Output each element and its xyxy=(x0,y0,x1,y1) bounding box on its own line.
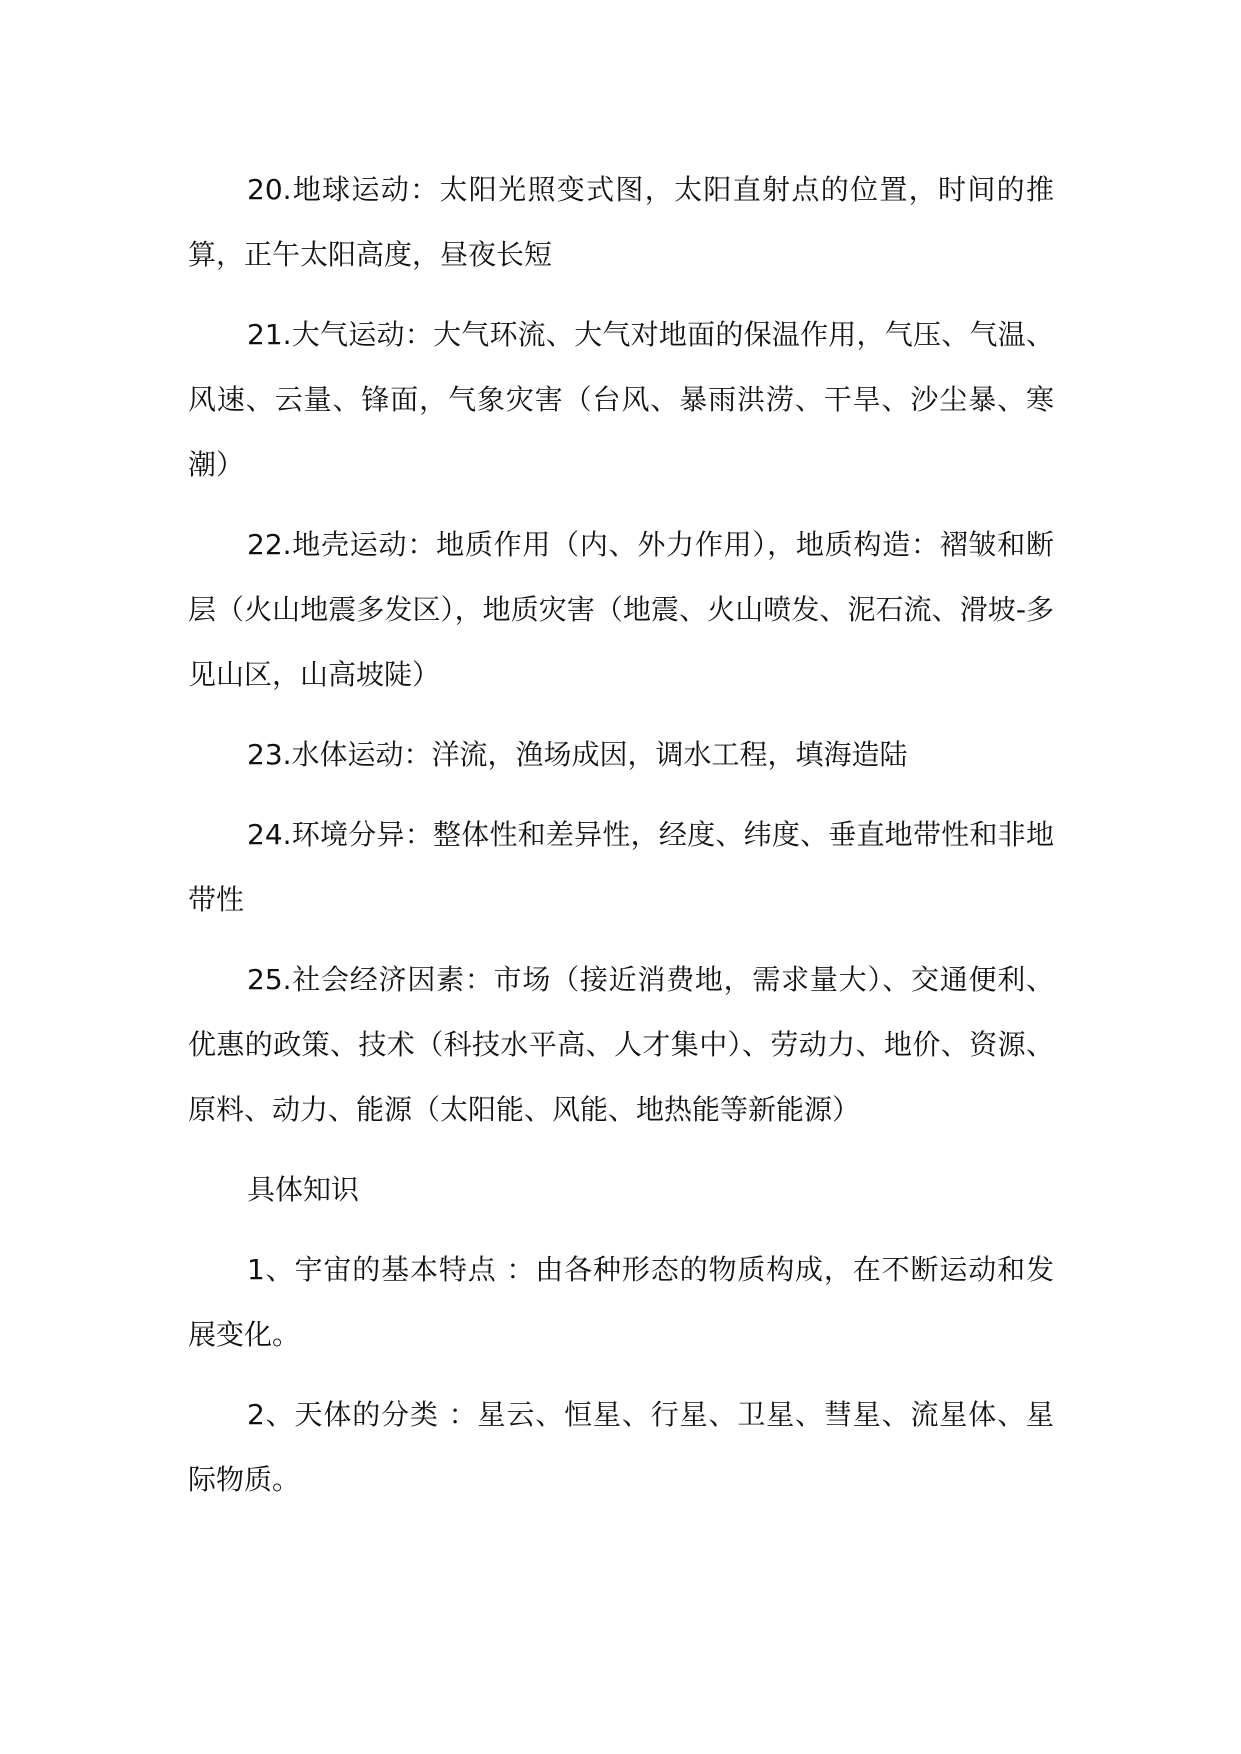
paragraph-water-motion: 23.水体运动：洋流，渔场成因，调水工程，填海造陆 xyxy=(247,738,908,771)
section-heading-specific-knowledge: 具体知识 xyxy=(247,1173,360,1206)
paragraph-earth-motion: 20.地球运动：太阳光照变式图，太阳直射点的位置，时间的推算，正午太阳高度，昼夜长短 xyxy=(188,173,1054,271)
paragraph-socioeconomic-factors: 25.社会经济因素：市场（接近消费地，需求量大）、交通便利、优惠的政策、技术（科技水平高、人才集中）、劳动力、地价、资源、原料、动力、能源（太阳能、风能、地热能等新能源） xyxy=(188,963,1054,1126)
paragraph-universe-features: 1、宇宙的基本特点 ：由各种形态的物质构成，在不断运动和发展变化。 xyxy=(188,1253,1054,1351)
document-body xyxy=(188,157,1054,1527)
paragraph-environment-differentiation: 24.环境分异：整体性和差异性，经度、纬度、垂直地带性和非地带性 xyxy=(188,818,1054,916)
paragraph-atmosphere-motion: 21.大气运动：大气环流、大气对地面的保温作用，气压、气温、风速、云量、锋面，气象灾害（台风、暴雨洪涝、干旱、沙尘暴、寒潮） xyxy=(188,318,1054,481)
paragraph-crust-motion: 22.地壳运动：地质作用（内、外力作用），地质构造：褶皱和断层（火山地震多发区），地质灾害（地震、火山喷发、泥石流、滑坡-多见山区，山高坡陡） xyxy=(188,528,1054,691)
paragraph-celestial-body-classification: 2、天体的分类 ：星云、恒星、行星、卫星、彗星、流星体、星际物质。 xyxy=(188,1398,1054,1496)
